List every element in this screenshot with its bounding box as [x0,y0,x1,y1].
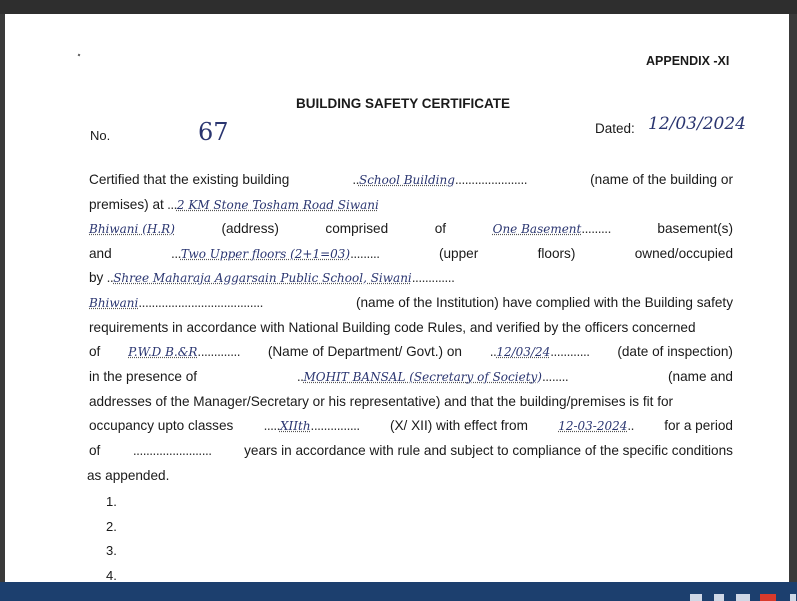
appendix-label: APPENDIX -XI [646,54,730,68]
text: years in accordance with rule and subject to compliance of the specific conditions [244,443,733,458]
chevron-icon[interactable] [790,594,796,601]
window-top-bar [0,0,797,14]
text: occupancy upto classes [89,418,234,433]
volume-icon[interactable] [736,594,750,601]
text: requirements in accordance with National Building code Rules, and verified by the officers concerned [89,320,696,335]
handwritten-representative: MOHIT BANSAL (Secretary of Society) [303,370,542,384]
taskbar [0,582,797,601]
text-line-3: Bhiwani (H.R) (address) comprised of One Basement......... basement(s) [89,221,733,236]
text: by [89,270,104,285]
text: of [89,344,101,359]
document-page [0,14,789,582]
list-item: 1. [106,494,117,509]
text-line-11: occupancy upto classes .....XIIth............... (X/ XII) with effect from 12-03-2024.. for a period [89,418,733,433]
text-line-6: Bhiwani...................................... (name of the Institution) have complied with the Building safety [89,295,733,310]
list-item: 4. [106,568,117,582]
handwritten-district: Bhiwani [89,296,139,310]
text: as appended. [87,468,170,483]
text: and [89,246,112,261]
handwritten-address: Bhiwani (H.R) [89,222,175,236]
handwritten-classes: XIIth [279,419,311,433]
text: (name of the building or [590,172,733,187]
text: owned/occupied [634,246,733,261]
handwritten-institution: Shree Maharaja Aggarsain Public School, Siwani [113,271,412,285]
text-line-13 [87,468,731,483]
text: (Name of Department/ Govt.) on [267,344,462,359]
text: basement(s) [657,221,733,236]
text: (date of inspection) [617,344,733,359]
text-line-10 [89,394,733,409]
text: (address) [221,221,279,236]
notification-icon[interactable] [760,594,776,601]
handwritten-basement: One Basement [492,222,582,236]
date-value: 12/03/2024 [648,114,746,134]
number-label: No. [90,128,111,143]
text-line-2: premises) at ... 2 KM Stone Tosham Road Siwani [89,197,379,212]
certificate-title: BUILDING SAFETY CERTIFICATE [296,96,511,111]
date-label: Dated: [595,121,635,136]
text: in the presence of [89,369,198,384]
handwritten-premises: 2 KM Stone Tosham Road Siwani [176,198,379,212]
page-border [0,14,5,582]
text: (upper [438,246,479,261]
text: of [434,221,447,236]
handwritten-building-name: School Building [358,173,455,187]
text: addresses of the Manager/Secretary or his representative) and that the building/premises is fit for [89,394,674,409]
text-line-12: of ........................ years in accordance with rule and subject to compliance of the specific conditions [89,443,733,458]
ink-mark [78,54,81,57]
text: for a period [664,418,733,433]
handwritten-inspection-date: 12/03/24 [496,345,551,359]
text: Certified that the existing building [89,172,290,187]
text-line-8: of P.W.D B.&R............. (Name of Department/ Govt.) on ..12/03/24............ (date of inspection) [89,344,733,359]
handwritten-department: P.W.D B.&R [128,345,198,359]
text: (X/ XII) with effect from [389,418,528,433]
text: floors) [537,246,576,261]
keyboard-icon[interactable] [690,594,702,601]
text: comprised [325,221,389,236]
text: (name and [668,369,733,384]
text-line-9: in the presence of ..MOHIT BANSAL (Secretary of Society)........ (name and [89,369,733,384]
text: premises) at [89,197,164,212]
text-line-4: and ...Two Upper floors (2+1=03)......... (upper floors) owned/occupied [89,246,733,261]
text: of [89,443,101,458]
scrollbar-track[interactable] [789,14,797,582]
text: (name of the Institution) have complied with the Building safety [355,295,733,310]
text-line-7 [89,320,733,335]
list-item: 3. [106,543,117,558]
handwritten-floors: Two Upper floors (2+1=03) [180,247,351,261]
text-line-1: Certified that the existing building ..School Building...................... (name of the building or [89,172,733,187]
text-line-5: by .. Shree Maharaja Aggarsain Public School, Siwani ............. [89,270,455,285]
handwritten-effect-date: 12-03-2024 [558,419,628,433]
network-icon[interactable] [714,594,724,601]
list-item: 2. [106,519,117,534]
number-value: 67 [198,118,229,146]
